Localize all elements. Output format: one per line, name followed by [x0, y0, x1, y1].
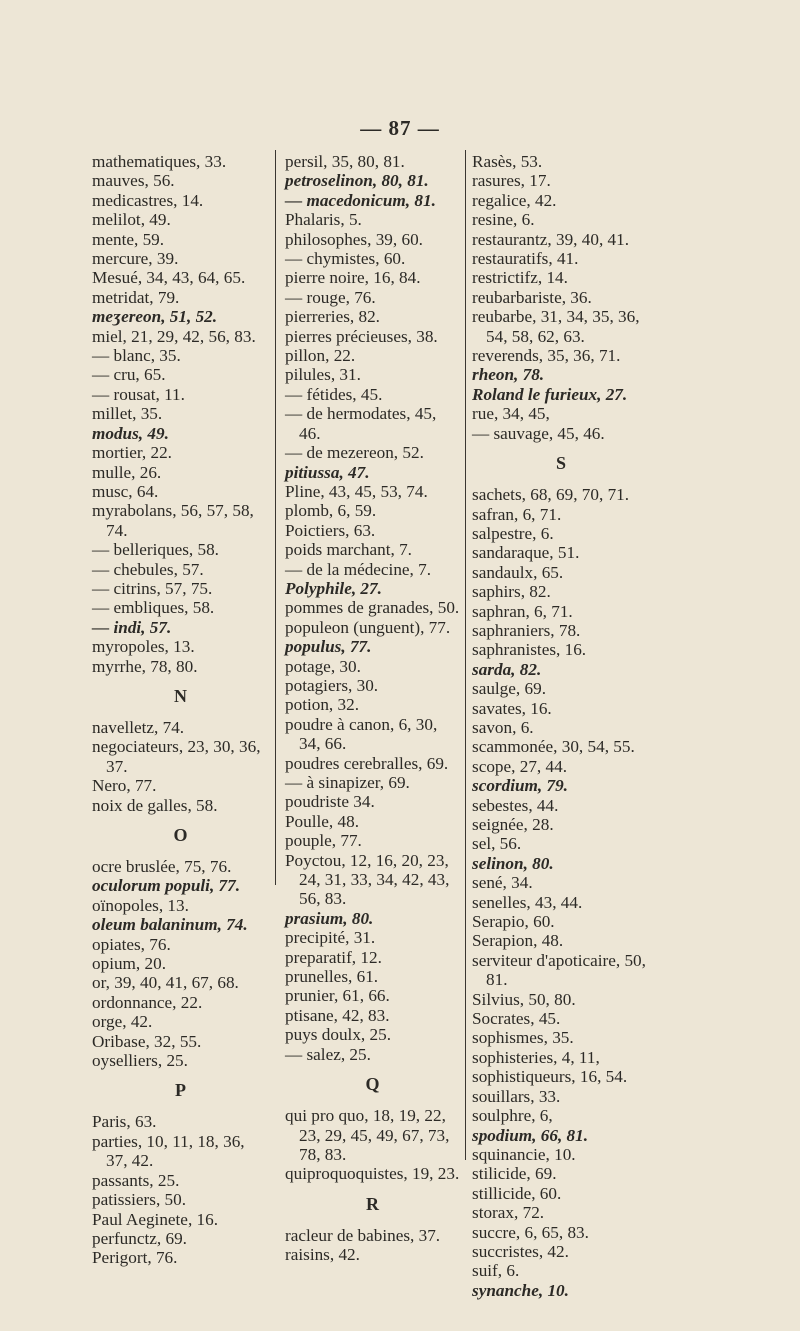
index-entry: millet, 35. — [92, 404, 163, 424]
index-entry: Phalaris, 5. — [285, 210, 362, 230]
index-entry: rue, 34, 45, — [472, 404, 550, 424]
index-entry: Rasès, 53. — [472, 152, 543, 171]
index-entry: pierres précieuses, 38. — [285, 326, 438, 346]
index-entry: — belleriques, 58. — [92, 540, 219, 560]
index-entry: poudres cerebralles, 69. — [285, 753, 449, 773]
index-entry: saphraniers, 78. — [472, 620, 581, 640]
index-entry: Serapion, 48. — [472, 931, 564, 951]
index-entry: puys doulx, 25. — [285, 1025, 391, 1045]
index-entry: pilules, 31. — [285, 365, 361, 385]
index-entry: potage, 30. — [285, 656, 361, 676]
index-entry: stilicide, 69. — [472, 1164, 557, 1184]
index-entry: poudre à canon, 6, 30, 34, 66. — [285, 714, 438, 754]
index-entry: — de mezereon, 52. — [285, 443, 424, 463]
index-entry: senelles, 43, 44. — [472, 892, 583, 912]
index-entry: scope, 27, 44. — [472, 756, 567, 776]
index-entry: sandaraque, 51. — [472, 543, 580, 563]
index-entry: Oribase, 32, 55. — [92, 1031, 202, 1051]
index-entry: savon, 6. — [472, 717, 534, 737]
index-entry: Poyctou, 12, 16, 20, 23, 24, 31, 33, 34, 42, 43, 56, 83. — [285, 850, 450, 909]
index-entry: regalice, 42. — [472, 190, 557, 210]
section-letter: N — [174, 685, 187, 706]
index-entry: sophismes, 35. — [472, 1028, 574, 1048]
index-column-2 — [285, 152, 460, 1265]
index-entry: miel, 21, 29, 42, 56, 83. — [92, 326, 256, 346]
index-entry: racleur de babines, 37. — [285, 1225, 441, 1245]
index-entry: potion, 32. — [285, 695, 360, 715]
section-letter: Q — [365, 1074, 380, 1095]
index-entry: Serapio, 60. — [472, 912, 555, 932]
index-entry: safran, 6, 71. — [472, 504, 562, 524]
index-entry: melilot, 49. — [92, 210, 171, 230]
index-entry: potagiers, 30. — [285, 675, 379, 695]
index-entry: resine, 6. — [472, 210, 535, 230]
index-entry: oculorum populi, 77. — [92, 876, 241, 896]
column-divider — [275, 150, 276, 885]
index-entry: negociateurs, 23, 30, 36, 37. — [92, 737, 261, 776]
index-entry: serviteur d'apoticaire, 50, 81. — [472, 950, 646, 990]
index-entry: soulphre, 6, — [472, 1106, 553, 1126]
index-entry: oyselliers, 25. — [92, 1051, 188, 1071]
index-entry: scordium, 79. — [472, 776, 568, 796]
column-divider — [465, 150, 466, 1160]
index-entry: saphirs, 82. — [472, 582, 551, 602]
index-entry: — indi, 57. — [92, 617, 172, 637]
index-entry: mortier, 22. — [92, 443, 172, 463]
index-entry: restauratifs, 41. — [472, 249, 579, 269]
index-entry: poudriste 34. — [285, 792, 375, 812]
index-entry: pierre noire, 16, 84. — [285, 268, 421, 288]
section-letter: S — [555, 453, 566, 474]
index-entry: squinancie, 10. — [472, 1144, 576, 1164]
index-entry: mulle, 26. — [92, 462, 162, 482]
section-letter: R — [366, 1193, 379, 1214]
index-entry: myrabolans, 56, 57, 58, 74. — [92, 501, 254, 540]
index-entry: suif, 6. — [472, 1261, 520, 1281]
index-entry: sarda, 82. — [472, 659, 542, 679]
section-letter: O — [173, 825, 188, 845]
index-entry: rasures, 17. — [472, 171, 551, 191]
index-entry: raisins, 42. — [285, 1245, 360, 1265]
index-entry: — chebules, 57. — [92, 559, 204, 579]
index-entry: saulge, 69. — [472, 679, 546, 699]
index-entry: Mesué, 34, 43, 64, 65. — [92, 268, 246, 288]
index-entry: Silvius, 50, 80. — [472, 989, 576, 1009]
index-entry: scammonée, 30, 54, 55. — [472, 737, 635, 757]
index-entry: salpestre, 6. — [472, 523, 554, 543]
index-entry: Roland le furieux, 27. — [472, 384, 628, 404]
index-entry: — fétides, 45. — [285, 384, 383, 404]
index-entry: pillon, 22. — [285, 346, 356, 366]
index-entry: petroselinon, 80, 81. — [285, 171, 429, 191]
index-entry: populus, 77. — [285, 637, 372, 657]
index-entry: — rousat, 11. — [92, 384, 185, 404]
index-entry: — sauvage, 45, 46. — [472, 423, 605, 443]
index-entry: — chymistes, 60. — [285, 249, 406, 269]
index-entry: quiproquoquistes, 19, 23. — [285, 1164, 460, 1184]
section-letter: P — [175, 1080, 186, 1101]
index-entry: mente, 59. — [92, 229, 165, 249]
index-entry: meʒereon, 51, 52. — [92, 307, 218, 327]
index-entry: opiates, 76. — [92, 934, 171, 954]
index-entry: mauves, 56. — [92, 171, 175, 191]
index-entry: souillars, 33. — [472, 1086, 561, 1106]
index-entry: synanche, 10. — [472, 1280, 569, 1300]
index-entry: — rouge, 76. — [285, 287, 376, 307]
page-number: — 87 — — [360, 116, 440, 140]
index-entry: preparatif, 12. — [285, 947, 382, 967]
index-entry: Polyphile, 27. — [285, 578, 382, 598]
index-entry: modus, 49. — [92, 423, 169, 443]
index-entry: pouple, 77. — [285, 831, 362, 851]
index-entry: — de la médecine, 7. — [285, 559, 432, 579]
index-entry: reubarbariste, 36. — [472, 287, 592, 307]
index-entry: prunier, 61, 66. — [285, 986, 390, 1006]
index-entry: reverends, 35, 36, 71. — [472, 346, 621, 366]
index-entry: savates, 16. — [472, 698, 552, 718]
index-entry: ptisane, 42, 83. — [285, 1005, 390, 1025]
index-entry: oleum balaninum, 74. — [92, 915, 248, 935]
index-entry: persil, 35, 80, 81. — [285, 152, 405, 171]
index-entry: — blanc, 35. — [92, 346, 181, 366]
index-entry: musc, 64. — [92, 481, 159, 501]
index-entry: plomb, 6, 59. — [285, 501, 377, 521]
index-entry: stillicide, 60. — [472, 1183, 562, 1203]
index-entry: saphranistes, 16. — [472, 640, 587, 660]
index-entry: precipité, 31. — [285, 928, 376, 948]
index-entry: philosophes, 39, 60. — [285, 229, 423, 249]
index-entry: pierreries, 82. — [285, 307, 380, 327]
index-entry: patissiers, 50. — [92, 1190, 187, 1210]
index-entry: — de hermodates, 45, 46. — [285, 404, 437, 443]
index-entry: seignée, 28. — [472, 815, 554, 834]
index-entry: passants, 25. — [92, 1170, 180, 1190]
index-entry: metridat, 79. — [92, 287, 180, 307]
index-entry: noix de galles, 58. — [92, 795, 218, 815]
index-entry: selinon, 80. — [472, 853, 554, 873]
index-entry: ordonnance, 22. — [92, 992, 203, 1012]
index-entry: or, 39, 40, 41, 67, 68. — [92, 973, 239, 993]
index-entry: Perigort, 76. — [92, 1248, 178, 1268]
index-entry: qui pro quo, 18, 19, 22, 23, 29, 45, 49, 67, 73, 78, 83. — [285, 1106, 450, 1164]
index-entry: medicastres, 14. — [92, 190, 204, 210]
index-entry: prunelles, 61. — [285, 967, 379, 987]
index-entry: oïnopoles, 13. — [92, 895, 189, 915]
index-column-1 — [92, 152, 269, 1268]
index-entry: storax, 72. — [472, 1203, 545, 1223]
index-entry: sophisteries, 4, 11, — [472, 1047, 600, 1067]
index-entry: Poictiers, 63. — [285, 520, 376, 540]
index-entry: ocre bruslée, 75, 76. — [92, 857, 232, 876]
index-entry: rheon, 78. — [472, 365, 545, 385]
index-entry: pommes de granades, 50. — [285, 598, 460, 618]
index-entry: perfunctz, 69. — [92, 1228, 187, 1248]
index-entry: prasium, 80. — [285, 908, 374, 928]
index-entry: saphran, 6, 71. — [472, 601, 573, 621]
index-entry: myrrhe, 78, 80. — [92, 656, 198, 676]
index-entry: pitiussa, 47. — [285, 462, 370, 482]
index-entry: opium, 20. — [92, 954, 167, 974]
index-entry: — embliques, 58. — [92, 598, 215, 618]
index-entry: myropoles, 13. — [92, 637, 195, 657]
index-entry: — salez, 25. — [285, 1044, 371, 1064]
index-entry: mathematiques, 33. — [92, 152, 227, 171]
index-entry: — macedonicum, 81. — [285, 190, 436, 210]
index-entry: parties, 10, 11, 18, 36, 37, 42. — [92, 1131, 245, 1171]
index-entry: sené, 34. — [472, 873, 533, 893]
index-entry: populeon (unguent), 77. — [285, 617, 451, 637]
index-entry: navelletz, 74. — [92, 717, 185, 737]
index-entry: Pline, 43, 45, 53, 74. — [285, 481, 428, 501]
index-entry: Nero, 77. — [92, 776, 157, 796]
index-entry: succristes, 42. — [472, 1241, 569, 1261]
index-entry: restrictifz, 14. — [472, 268, 568, 288]
index-entry: restaurantz, 39, 40, 41. — [472, 229, 630, 249]
index-entry: sophistiqueurs, 16, 54. — [472, 1067, 628, 1087]
index-entry: spodium, 66, 81. — [472, 1125, 589, 1145]
index-entry: — à sinapizer, 69. — [285, 773, 410, 792]
index-entry: sel, 56. — [472, 834, 522, 854]
index-column-3 — [472, 152, 650, 1300]
index-entry: — cru, 65. — [92, 365, 166, 385]
index-entry: — citrins, 57, 75. — [92, 578, 213, 598]
index-entry: poids marchant, 7. — [285, 540, 412, 560]
index-entry: Paris, 63. — [92, 1112, 157, 1132]
index-entry: Socrates, 45. — [472, 1009, 561, 1029]
index-entry: Paul Aeginete, 16. — [92, 1209, 219, 1229]
index-entry: sachets, 68, 69, 70, 71. — [472, 485, 630, 505]
index-entry: sebestes, 44. — [472, 795, 559, 815]
index-entry: mercure, 39. — [92, 249, 179, 269]
index-entry: sandaulx, 65. — [472, 562, 564, 582]
index-entry: Poulle, 48. — [285, 811, 360, 831]
index-entry: orge, 42. — [92, 1012, 153, 1032]
index-entry: succre, 6, 65, 83. — [472, 1222, 589, 1242]
index-entry: reubarbe, 31, 34, 35, 36, 54, 58, 62, 63. — [472, 307, 640, 346]
